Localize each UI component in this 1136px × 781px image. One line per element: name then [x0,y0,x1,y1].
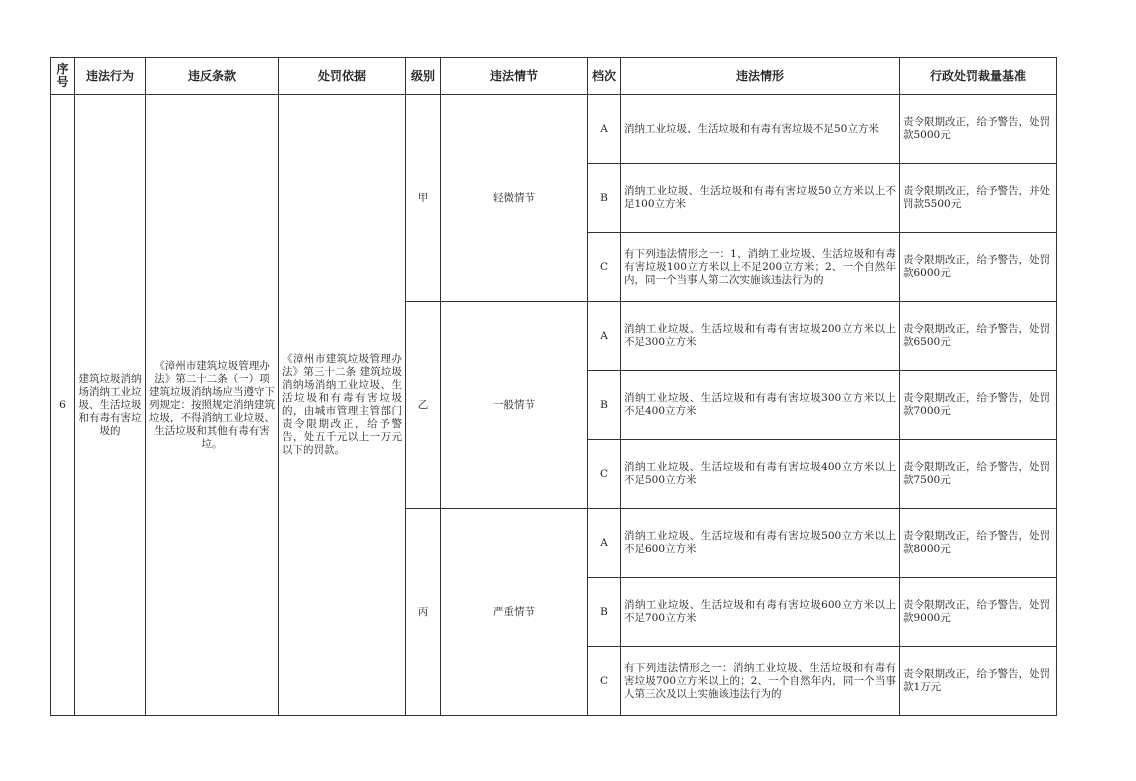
header-grade: 档次 [588,58,621,95]
penalty-table [50,57,1057,716]
entry-basis: 《漳州市建筑垃圾管理办法》第三十二条 建筑垃圾消纳场消纳工业垃圾、生活垃圾和有毒有害垃圾的，由城市管理主管部门责令限期改正，给予警告，处五千元以上一万元以下的罚款。 [279,95,406,716]
grade-cell: C [588,233,621,302]
circumstance-cell: 轻微情节 [441,95,588,302]
situation-cell: 有下列违法情形之一：1、消纳工业垃圾、生活垃圾和有毒有害垃圾100立方米以上不足200立方米；2、一个自然年内，同一个当事人第二次实施该违法行为的 [621,233,900,302]
grade-cell: A [588,509,621,578]
header-row [51,58,1057,95]
level-cell: 乙 [406,302,441,509]
level-cell: 丙 [406,509,441,716]
header-clause: 违反条款 [146,58,279,95]
standard-cell: 责令限期改正，给予警告，处罚款1万元 [900,647,1057,716]
header-situation: 违法情形 [621,58,900,95]
standard-cell: 责令限期改正，给予警告，处罚款5000元 [900,95,1057,164]
table-row [51,95,1057,164]
grade-cell: C [588,647,621,716]
standard-cell: 责令限期改正，给予警告，处罚款7000元 [900,371,1057,440]
header-behavior: 违法行为 [75,58,146,95]
standard-cell: 责令限期改正，给予警告，并处罚款5500元 [900,164,1057,233]
situation-cell: 消纳工业垃圾、生活垃圾和有毒有害垃圾50立方米以上不足100立方米 [621,164,900,233]
entry-seq: 6 [51,95,75,716]
grade-cell: B [588,164,621,233]
header-level: 级别 [406,58,441,95]
entry-clause: 《漳州市建筑垃圾管理办法》第二十二条（一）项 建筑垃圾消纳场应当遵守下列规定：按照规定消纳建筑垃圾，不得消纳工业垃圾、生活垃圾和其他有毒有害垃。 [146,95,279,716]
standard-cell: 责令限期改正，给予警告，处罚款7500元 [900,440,1057,509]
situation-cell: 消纳工业垃圾、生活垃圾和有毒有害垃圾500立方米以上不足600立方米 [621,509,900,578]
standard-cell: 责令限期改正，给予警告，处罚款6500元 [900,302,1057,371]
header-circumstance: 违法情节 [441,58,588,95]
header-standard: 行政处罚裁量基准 [900,58,1057,95]
standard-cell: 责令限期改正，给予警告，处罚款9000元 [900,578,1057,647]
situation-cell: 消纳工业垃圾、生活垃圾和有毒有害垃圾200立方米以上不足300立方米 [621,302,900,371]
grade-cell: A [588,302,621,371]
situation-cell: 消纳工业垃圾、生活垃圾和有毒有害垃圾300立方米以上不足400立方米 [621,371,900,440]
standard-cell: 责令限期改正，给予警告，处罚款6000元 [900,233,1057,302]
situation-cell: 消纳工业垃圾、生活垃圾和有毒有害垃圾600立方米以上不足700立方米 [621,578,900,647]
situation-cell: 消纳工业垃圾、生活垃圾和有毒有害垃圾400立方米以上不足500立方米 [621,440,900,509]
level-cell: 甲 [406,95,441,302]
standard-cell: 责令限期改正，给予警告，处罚款8000元 [900,509,1057,578]
entry-behavior: 建筑垃圾消纳场消纳工业垃圾、生活垃圾和有毒有害垃圾的 [75,95,146,716]
grade-cell: C [588,440,621,509]
situation-cell: 有下列违法情形之一：消纳工业垃圾、生活垃圾和有毒有害垃圾700立方米以上的；2、一个自然年内，同一个当事人第三次及以上实施该违法行为的 [621,647,900,716]
grade-cell: B [588,371,621,440]
grade-cell: B [588,578,621,647]
grade-cell: A [588,95,621,164]
header-basis: 处罚依据 [279,58,406,95]
header-seq: 序号 [51,58,75,95]
circumstance-cell: 一般情节 [441,302,588,509]
situation-cell: 消纳工业垃圾、生活垃圾和有毒有害垃圾不足50立方米 [621,95,900,164]
circumstance-cell: 严重情节 [441,509,588,716]
